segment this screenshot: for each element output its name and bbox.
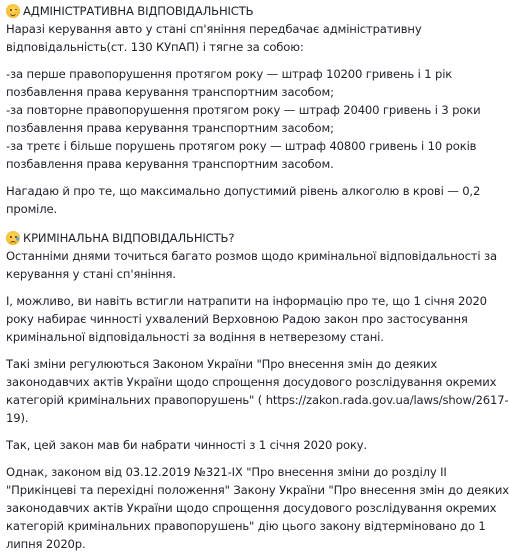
section-heading-text: АДМІНІСТРАТИВНА ВІДПОВІДАЛЬНІСТЬ (23, 4, 254, 18)
section-heading-administrative (6, 2, 473, 20)
law-reference-paragraph: Такі зміни регулюються Законом України "Про внесення змін до деяких законодавчих актів України щодо спрощення досудового розслідування окремих категорій кримінальних правопорушень" ( https://zakon.rada.gov.ua/laws/show/2617- 19). (6, 357, 509, 425)
fine-third-line1: -за третє і більше порушень протягом року — штраф 40800 гривень і 10 років (6, 139, 477, 153)
sad-face-icon (6, 231, 20, 245)
fines-list (6, 65, 481, 173)
fine-second-line2: позбавлення права керування транспортним засобом; (6, 121, 334, 135)
section-heading-text: КРИМІНАЛЬНА ВІДПОВІДАЛЬНІСТЬ? (23, 231, 235, 245)
post-body (0, 2, 509, 553)
fine-third-line2: позбавлення права керування транспортним засобом. (6, 157, 334, 171)
fine-second-line1: -за повторне правопорушення протягом року — штраф 20400 гривень і 3 роки (6, 103, 481, 117)
law-info-paragraph: І, можливо, ви навіть встигли натрапити на інформацію про те, що 1 січня 2020 року набирає чинності ухвалений Верховною Радою закон про застосування кримінальної відповідальності за водіння в нетверезому стані. (6, 294, 487, 344)
postponement-paragraph: Однак, законом від 03.12.2019 №321-IX "Про внесення зміни до розділу II "Прикінцеві та перехідні положення" Закону України "Про внесення змін до деяких законодавчих актів України щодо спрощення досудового розслідування окремих категорій кримінальних правопорушень" дію цього закону відтерміновано до 1 липня 2020р. (6, 465, 509, 551)
alcohol-limit-paragraph: Нагадаю й про те, що максимально допустимий рівень алкоголю в крові — 0,2 проміле. (6, 184, 481, 216)
criminal-discussion-paragraph: Останніми днями точиться багато розмов щодо кримінальної відповідальності за керування у стані сп'яніння. (6, 249, 497, 281)
effective-date-paragraph: Так, цей закон мав би набрати чинності з 1 січня 2020 року. (6, 438, 368, 452)
fine-first-line1: -за перше правопорушення протягом року — штраф 10200 гривень і 1 рік (6, 67, 453, 81)
winking-face-icon (6, 4, 20, 18)
intro-paragraph: Наразі керування авто у стані сп'яніння передбачає адміністративну відповідальність(ст. 130 КУпАП) і тягне за собою: (6, 22, 422, 54)
law-link[interactable]: https://zakon.rada.gov.ua/laws/show/2617- (265, 393, 509, 407)
section-heading-criminal (6, 229, 473, 247)
fine-first-line2: позбавлення права керування транспортним засобом; (6, 85, 334, 99)
